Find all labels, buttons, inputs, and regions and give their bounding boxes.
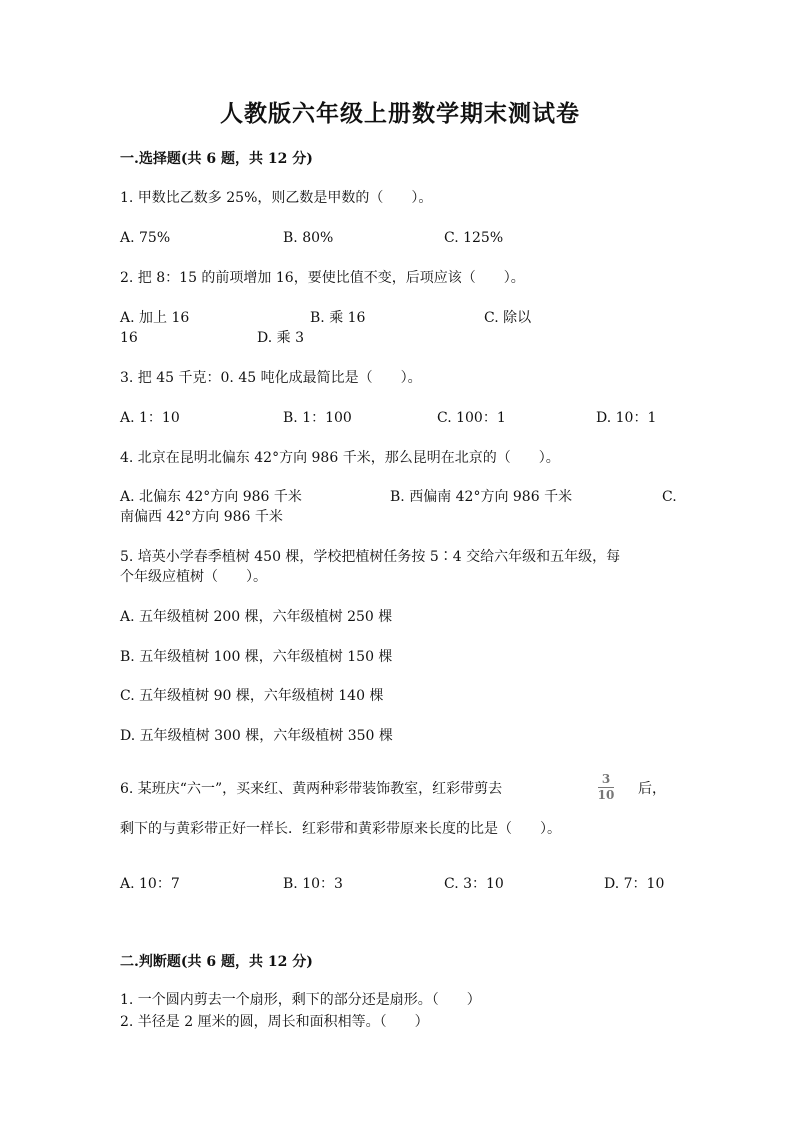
question-5-option-a: A. 五年级植树 200 棵，六年级植树 250 棵 xyxy=(120,609,393,625)
question-5-option-b: B. 五年级植树 100 棵，六年级植树 150 棵 xyxy=(120,649,393,665)
question-6-stem-part-1: 6. 某班庆“六一”，买来红、黄两种彩带装饰教室，红彩带剪去 xyxy=(120,781,503,797)
question-4-option-a: A. 北偏东 42°方向 986 千米 xyxy=(120,489,302,505)
question-4-stem: 4. 北京在昆明北偏东 42°方向 986 千米，那么昆明在北京的（ ）。 xyxy=(120,450,560,466)
section-heading-choice: 一.选择题(共 6 题，共 12 分) xyxy=(120,151,313,167)
question-5-option-d: D. 五年级植树 300 棵，六年级植树 350 棵 xyxy=(120,728,393,744)
question-2-option-c: C. 除以 xyxy=(484,310,532,326)
question-2-option-b: B. 乘 16 xyxy=(310,310,366,326)
question-5-option-c: C. 五年级植树 90 棵，六年级植树 140 棵 xyxy=(120,688,384,704)
judgement-question-2: 2. 半径是 2 厘米的圆，周长和面积相等。（ ） xyxy=(120,1014,429,1030)
question-6-option-c: C. 3：10 xyxy=(444,876,504,892)
question-3-option-c: C. 100：1 xyxy=(437,410,506,426)
question-2-option-a: A. 加上 16 xyxy=(120,310,190,326)
question-4-option-b: B. 西偏南 42°方向 986 千米 xyxy=(390,489,573,505)
question-2-option-c-continued: 16 xyxy=(120,330,138,346)
question-6-option-b: B. 10：3 xyxy=(283,876,343,892)
question-6-option-a: A. 10：7 xyxy=(120,876,180,892)
fraction-three-tenths xyxy=(596,773,616,802)
question-1-option-b: B. 80% xyxy=(283,230,334,246)
fraction-numerator: 3 xyxy=(601,772,611,786)
question-3-option-b: B. 1：100 xyxy=(283,410,352,426)
question-4-option-c: C. xyxy=(662,489,677,505)
page-title: 人教版六年级上册数学期末测试卷 xyxy=(220,100,580,127)
question-5-stem-line-1: 5. 培英小学春季植树 450 棵，学校把植树任务按 5∶4 交给六年级和五年级，每 xyxy=(120,549,621,565)
judgement-question-1: 1. 一个圆内剪去一个扇形，剩下的部分还是扇形。（ ） xyxy=(120,992,481,1008)
question-5-stem-line-2: 个年级应植树（ ）。 xyxy=(120,569,267,585)
question-6-stem-line-2: 剩下的与黄彩带正好一样长．红彩带和黄彩带原来长度的比是（ ）。 xyxy=(120,821,561,837)
question-1-stem: 1. 甲数比乙数多 25%，则乙数是甲数的（ ）。 xyxy=(120,190,433,206)
fraction-denominator: 10 xyxy=(597,788,615,802)
question-6-stem-part-2: 后， xyxy=(638,781,666,797)
question-3-option-d: D. 10：1 xyxy=(596,410,657,426)
question-3-option-a: A. 1：10 xyxy=(120,410,180,426)
question-6-option-d: D. 7：10 xyxy=(604,876,665,892)
question-2-option-d: D. 乘 3 xyxy=(257,330,304,346)
section-heading-judgement: 二.判断题(共 6 题，共 12 分) xyxy=(120,954,313,970)
question-3-stem: 3. 把 45 千克：0. 45 吨化成最简比是（ ）。 xyxy=(120,370,422,386)
question-2-stem: 2. 把 8：15 的前项增加 16，要使比值不变，后项应该（ ）。 xyxy=(120,270,525,286)
question-4-option-c-continued: 南偏西 42°方向 986 千米 xyxy=(120,509,283,525)
question-1-option-a: A. 75% xyxy=(120,230,171,246)
question-1-option-c: C. 125% xyxy=(444,230,504,246)
